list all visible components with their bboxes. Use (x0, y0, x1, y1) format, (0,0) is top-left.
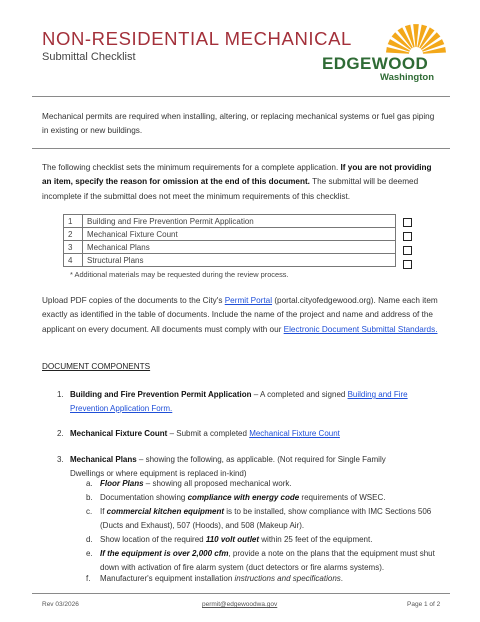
checklist-label: Mechanical Plans (83, 241, 396, 254)
permit-application-form-link[interactable]: Building and Fire Prevention Application Form. (70, 390, 408, 413)
sun-ray (413, 24, 419, 47)
checklist-label: Mechanical Fixture Count (83, 228, 396, 241)
sub-item (100, 547, 440, 575)
checklist-num: 1 (64, 215, 83, 228)
requirements-lead: The following checklist sets the minimum requirements for a complete application. (42, 163, 339, 172)
sub-item-text: If the equipment is over 2,000 cfm (100, 549, 229, 558)
sub-item-text: compliance with energy code (187, 493, 300, 502)
sub-item-text: Show location of the required (100, 535, 206, 544)
sub-item-letter: e. (86, 549, 93, 558)
table-row (64, 254, 396, 267)
sub-item-text: requirements of WSEC. (299, 493, 386, 502)
sub-item-letter: a. (86, 479, 93, 488)
sub-item-text: , provide a note on the plans that the equipment must shut down with activation of fire alarm system (duct detectors or fire alarms systems). (100, 549, 435, 572)
upload-paragraph (42, 294, 442, 337)
sub-item (100, 491, 440, 505)
upload-text-2: (portal.cityofedgewood.org). Name each item exactly as identified in the table of documents. Include the name of the project and name and address of the applicant on every document. All documents must comply with our (42, 296, 438, 334)
fixture-count-link[interactable]: Mechanical Fixture Count (249, 429, 340, 438)
section-title: DOCUMENT COMPONENTS (42, 362, 151, 371)
page-number: Page 1 of 2 (407, 601, 441, 608)
sub-item-letter: d. (86, 535, 93, 544)
checklist-note: * Additional materials may be requested during the review process. (70, 270, 289, 279)
sub-item-text: instructions and specifications (234, 574, 341, 583)
sub-item-text: . (340, 574, 344, 583)
checkbox-mechanical-plans[interactable] (403, 246, 412, 255)
component-title: Mechanical Plans (70, 455, 137, 464)
sub-item (100, 533, 440, 547)
component-item (70, 388, 430, 416)
sub-item-letter: f. (86, 574, 91, 583)
table-row (64, 215, 396, 228)
sub-item (100, 477, 440, 491)
permit-email-link[interactable]: permit@edgewoodwa.gov (202, 601, 278, 608)
sub-item-text: Documentation showing (100, 493, 188, 502)
checklist-label: Building and Fire Prevention Permit Application (83, 215, 396, 228)
sub-item-text: If (100, 507, 107, 516)
table-row (64, 241, 396, 254)
component-text: – A completed and signed (251, 390, 348, 399)
checklist-num: 2 (64, 228, 83, 241)
logo-state: Washington (380, 72, 434, 83)
checkbox-building-permit[interactable] (403, 218, 412, 227)
requirements-tail: The submittal will be deemed incomplete if the submittal does not meet the minimum requirements of this checklist. (42, 177, 419, 201)
component-number: 3. (57, 455, 64, 464)
header-divider (32, 96, 450, 97)
document-title: NON-RESIDENTIAL MECHANICAL (42, 28, 352, 49)
document-subtitle: Submittal Checklist (42, 51, 136, 63)
component-text: – Submit a completed (167, 429, 250, 438)
sub-item (100, 572, 440, 586)
checklist-table (63, 214, 396, 267)
footer-divider (32, 593, 450, 594)
sub-item-letter: b. (86, 493, 93, 502)
sub-item-text: Floor Plans (100, 479, 144, 488)
logo-wordmark: EDGEWOOD (322, 54, 429, 73)
component-item (70, 427, 430, 441)
sub-item-text: is to be installed, show compliance with IMC Sections 506 (Ducts and Exhaust), 507 (Hoods), and 508 (Makeup Air). (100, 507, 432, 530)
upload-text-1: Upload PDF copies of the documents to the City's (42, 296, 223, 305)
table-row (64, 228, 396, 241)
checklist-num: 3 (64, 241, 83, 254)
component-number: 1. (57, 390, 64, 399)
checkbox-structural-plans[interactable] (403, 260, 412, 269)
sub-item-text: 110 volt outlet (205, 535, 260, 544)
requirements-paragraph (42, 161, 442, 204)
component-title: Mechanical Fixture Count (70, 429, 168, 438)
submittal-standards-link[interactable]: Electronic Document Submittal Standards. (283, 324, 438, 334)
intro-paragraph: Mechanical permits are required when installing, altering, or replacing mechanical systems or fuel gas piping in existing or new buildings. (42, 112, 435, 136)
sun-logo-icon (385, 22, 447, 56)
requirements-bold: If you are not providing an item, specify the reason for omission at the end of this document. (42, 163, 432, 187)
revision-date: Rev 03/2026 (42, 601, 79, 608)
intro-divider (32, 148, 450, 149)
sub-item (100, 505, 440, 533)
sub-item-text: within 25 feet of the equipment. (259, 535, 373, 544)
component-text: – showing the following, as applicable. (Not required for Single Family Dwellings or where equipment is replaced in-kind) (70, 455, 386, 478)
component-number: 2. (57, 429, 64, 438)
permit-portal-link[interactable]: Permit Portal (224, 296, 273, 305)
sub-item-text: Manufacturer's equipment installation (100, 574, 235, 583)
component-title: Building and Fire Prevention Permit Application (70, 390, 252, 399)
checklist-label: Structural Plans (83, 254, 396, 267)
sub-item-letter: c. (86, 507, 93, 516)
checkbox-fixture-count[interactable] (403, 232, 412, 241)
checklist-num: 4 (64, 254, 83, 267)
sub-item-text: commercial kitchen equipment (106, 507, 225, 516)
sub-item-text: – showing all proposed mechanical work. (143, 479, 292, 488)
